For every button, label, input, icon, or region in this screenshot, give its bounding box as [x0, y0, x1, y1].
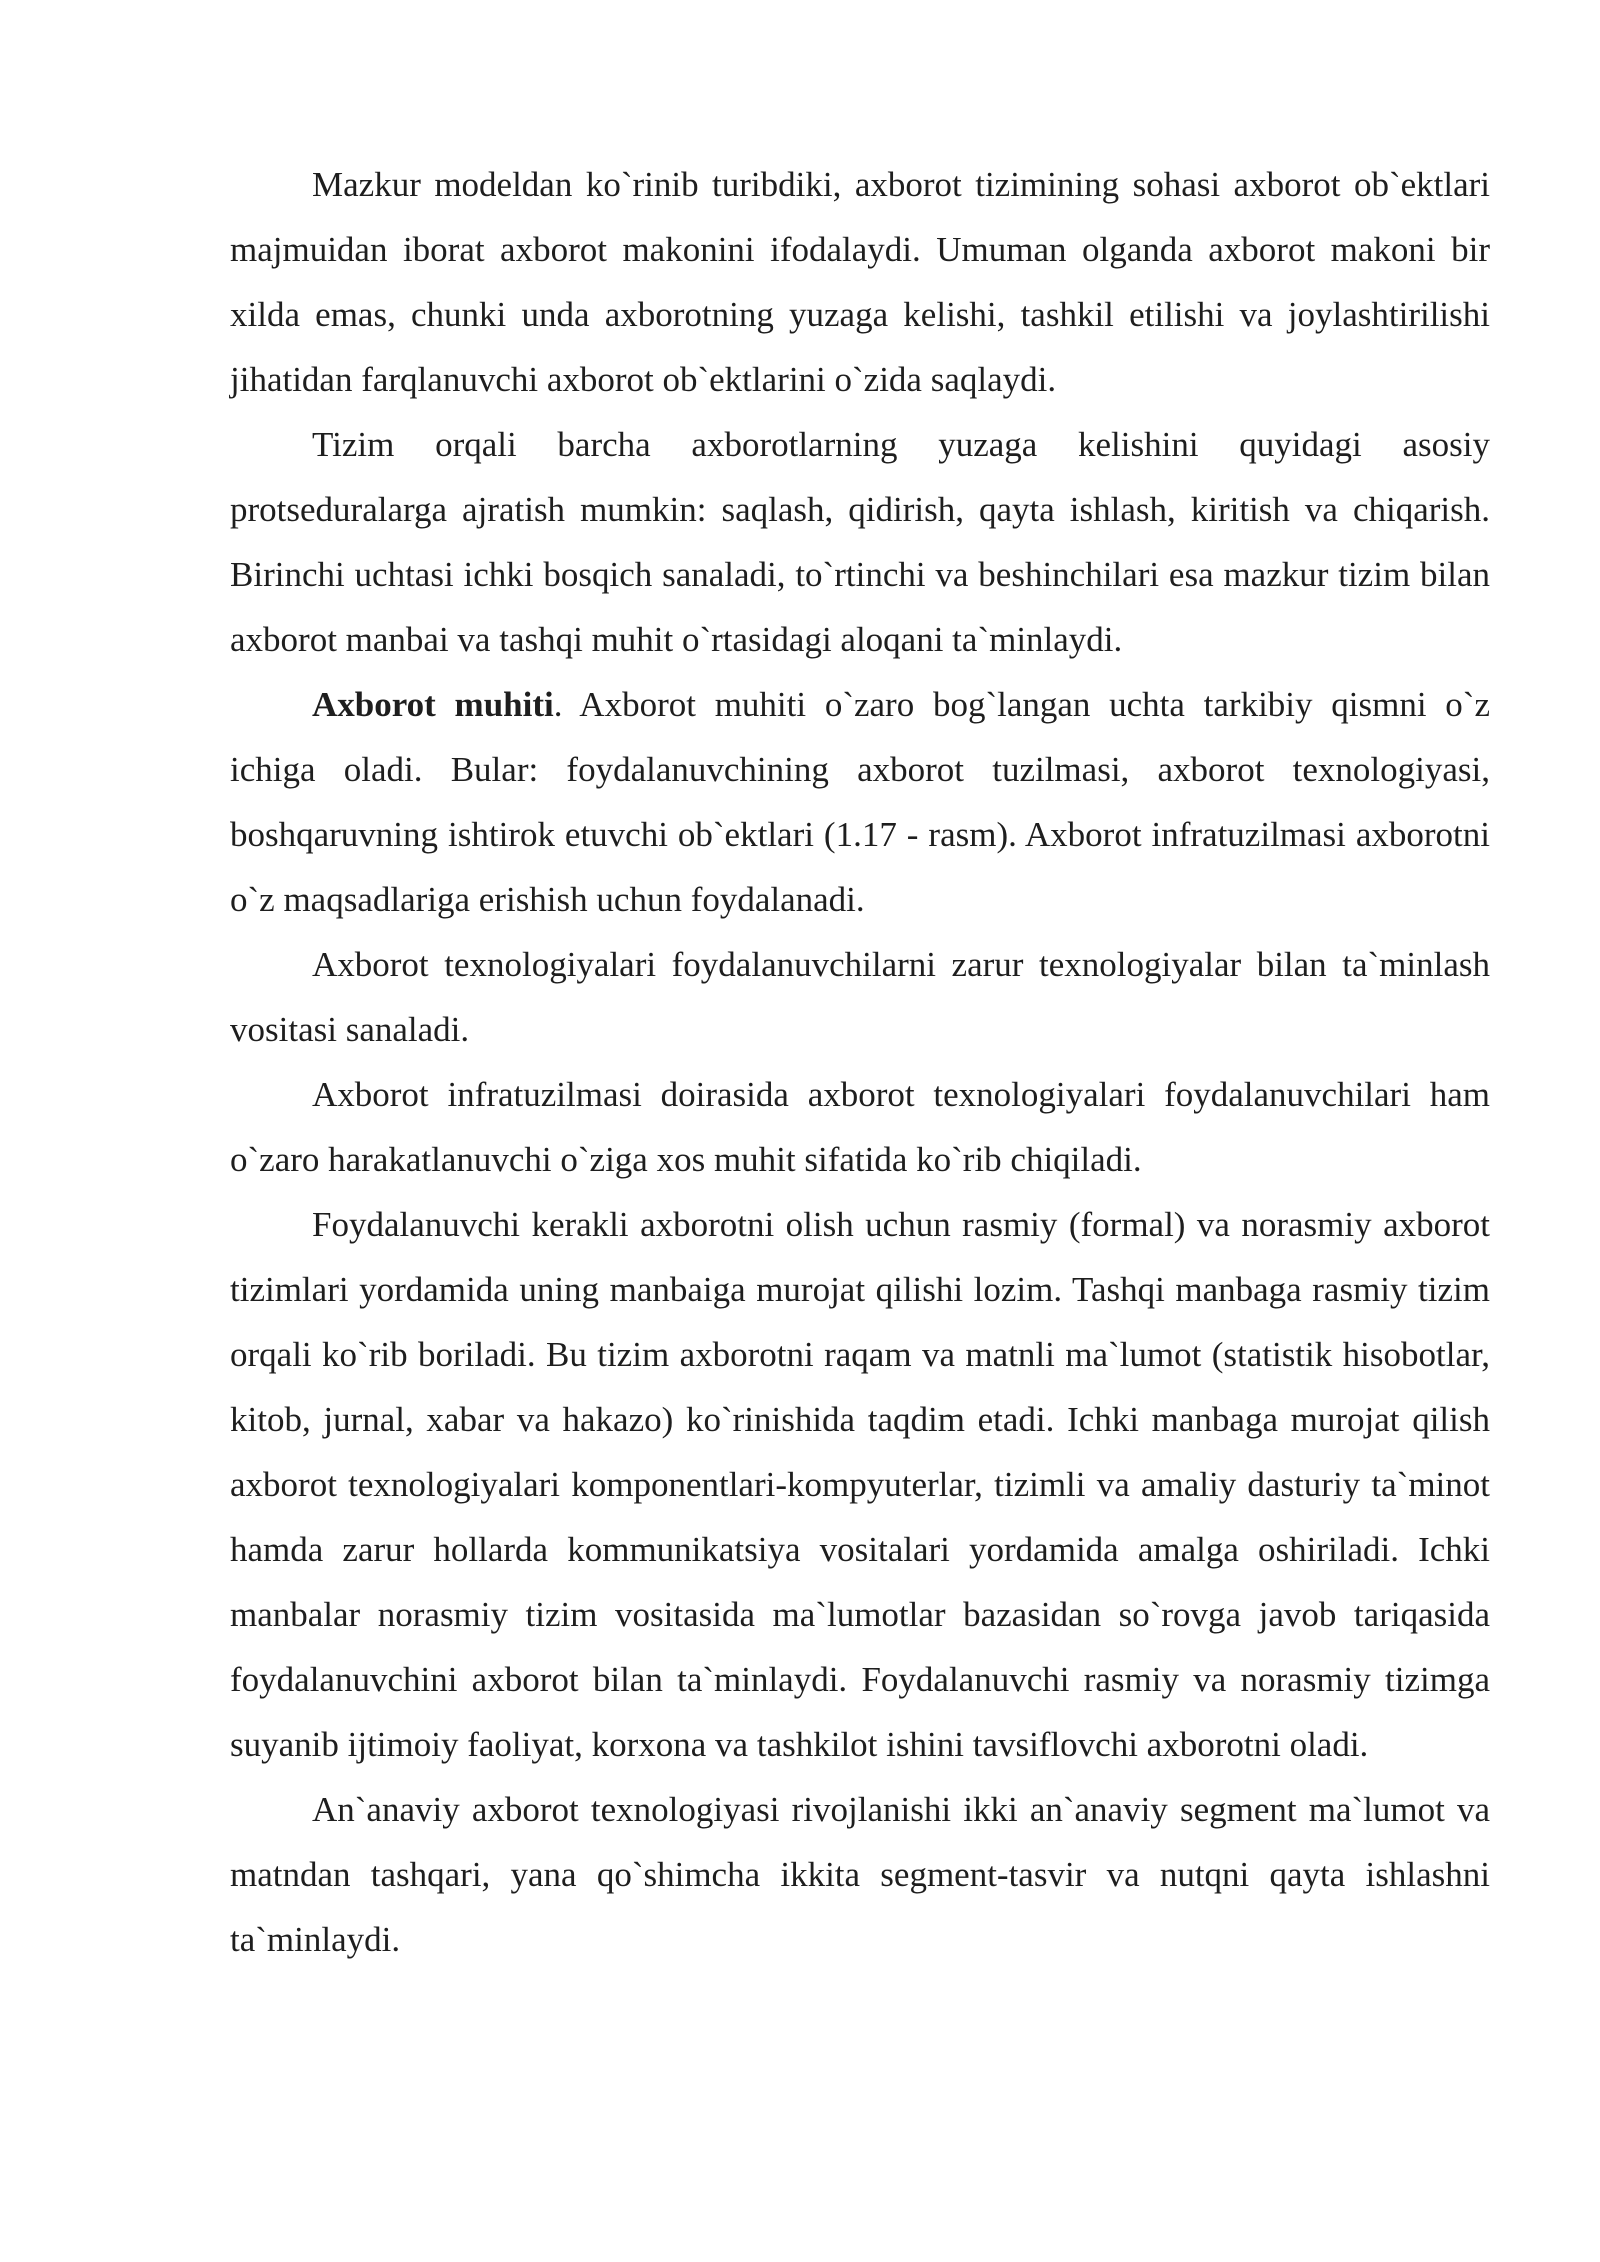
paragraph-7 — [230, 1777, 1490, 1972]
paragraph-2 — [230, 412, 1490, 672]
paragraph-4 — [230, 932, 1490, 1062]
paragraph-6 — [230, 1192, 1490, 1777]
paragraph-5-text: Axborot infratuzilmasi doirasida axborot texnologiyalari foydalanuvchilari ham o`zaro harakatlanuvchi o`ziga xos muhit sifatida ko`rib chiqiladi. — [230, 1075, 1490, 1179]
section-heading-axborot-muhiti: Axborot muhiti — [312, 685, 554, 724]
paragraph-1-text: Mazkur modeldan ko`rinib turibdiki, axborot tizimining sohasi axborot ob`ektlari majmuidan iborat axborot makonini ifodalaydi. Umuman olganda axborot makoni bir xilda emas, chunki unda axborotning yuzaga kelishi, tashkil etilishi va joylashtirilishi jihatidan farqlanuvchi axborot ob`ektlarini o`zida saqlaydi. — [230, 165, 1490, 399]
paragraph-3-text: . Axborot muhiti o`zaro bog`langan uchta tarkibiy qismni o`z ichiga oladi. Bular: foydalanuvchining axborot tuzilmasi, axborot texnologiyasi, boshqaruvning ishtirok etuvchi ob`ektlari (1.17 - rasm). Axborot infratuzilmasi axborotni o`z maqsadlariga erishish uchun foydalanadi. — [230, 685, 1490, 919]
paragraph-5 — [230, 1062, 1490, 1192]
paragraph-6-text: Foydalanuvchi kerakli axborotni olish uchun rasmiy (formal) va norasmiy axborot tizimlari yordamida uning manbaiga murojat qilishi lozim. Tashqi manbaga rasmiy tizim orqali ko`rib boriladi. Bu tizim axborotni raqam va matnli ma`lumot (statistik hisobotlar, kitob, jurnal, xabar va hakazo) ko`rinishida taqdim etadi. Ichki manbaga murojat qilish axborot texnologiyalari komponentlari-kompyuterlar, tizimli va amaliy dasturiy ta`minot hamda zarur hollarda kommunikatsiya vositalari yordamida amalga oshiriladi. Ichki manbalar norasmiy tizim vositasida ma`lumotlar bazasidan so`rovga javob tariqasida foydalanuvchini axborot bilan ta`minlaydi. Foydalanuvchi rasmiy va norasmiy tizimga suyanib ijtimoiy faoliyat, korxona va tashkilot ishini tavsiflovchi axborotni oladi. — [230, 1205, 1490, 1764]
paragraph-4-text: Axborot texnologiyalari foydalanuvchilarni zarur texnologiyalar bilan ta`minlash vositasi sanaladi. — [230, 945, 1490, 1049]
document-page — [230, 152, 1490, 1972]
paragraph-2-text: Tizim orqali barcha axborotlarning yuzaga kelishini quyidagi asosiy protseduralarga ajratish mumkin: saqlash, qidirish, qayta ishlash, kiritish va chiqarish. Birinchi uchtasi ichki bosqich sanaladi, to`rtinchi va beshinchilari esa mazkur tizim bilan axborot manbai va tashqi muhit o`rtasidagi aloqani ta`minlaydi. — [230, 425, 1490, 659]
paragraph-3 — [230, 672, 1490, 932]
paragraph-7-text: An`anaviy axborot texnologiyasi rivojlanishi ikki an`anaviy segment ma`lumot va matndan tashqari, yana qo`shimcha ikkita segment-tasvir va nutqni qayta ishlashni ta`minlaydi. — [230, 1790, 1490, 1959]
paragraph-1 — [230, 152, 1490, 412]
